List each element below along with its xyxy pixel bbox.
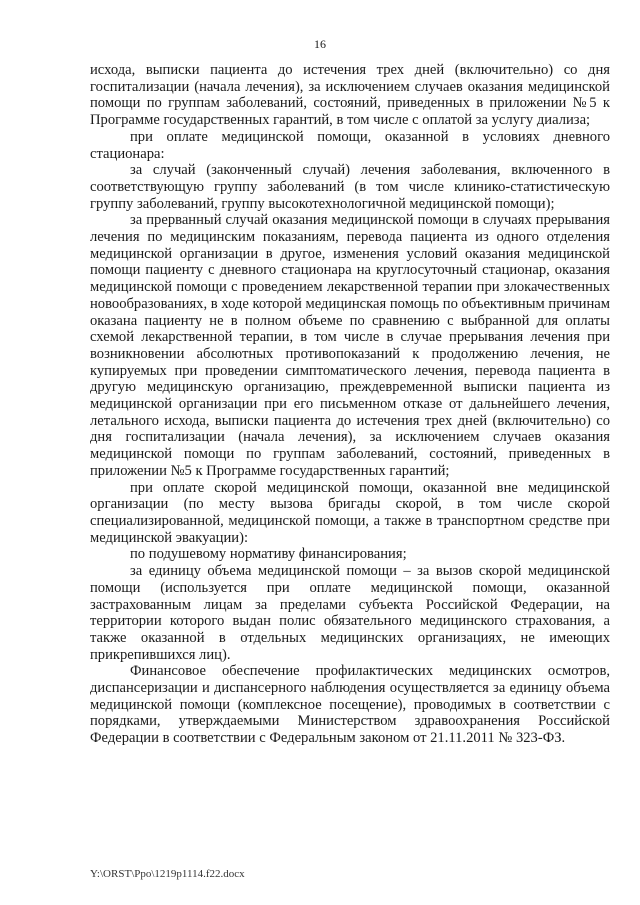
paragraph: по подушевому нормативу финансирования; [130, 546, 407, 563]
paragraph: за прерванный случай оказания медицинской помощи в случаях прерывания лечения по медицинским показаниям, перевода пациента из одного отделения медицинской организации в другое, изменения условий оказания медицинской помощи пациенту с дневного стационара на круглосуточный стационар, оказания медицинской помощи с проведением лекарственной терапии при злокачественных новообразованиях, в ходе которой медицинская помощь по объективным причинам оказана пациенту не в полном объеме по сравнению с выбранной для оплаты схемой лекарственной терапии, в том числе в случае прерывания лечения при возникновении абсолютных противопоказаний к продолжению лечения, не купируемых при проведении симптоматического лечения, перевода пациента в другую медицинскую организацию, преждевременной выписки пациента из медицинской организации при его письменном отказе от дальнейшего лечения, летального исхода, выписки пациента до истечения трех дней (включительно) со дня госпитализации (начала лечения), за исключением случаев оказания медицинской помощи по группам заболеваний, состояний, приведенных в приложении №5 к Программе государственных гарантий; [90, 212, 610, 479]
paragraph: Финансовое обеспечение профилактических медицинских осмотров, диспансеризации и диспансерного наблюдения осуществляется за единицу объема медицинской помощи (комплексное посещение), проводимых в соответствии с порядками, утверждаемыми Министерством здравоохранения Российской Федерации в соответствии с Федеральным законом от 21.11.2011 № 323-ФЗ. [90, 663, 610, 747]
paragraph: при оплате скорой медицинской помощи, оказанной вне медицинской организации (по месту вызова бригады скорой, в том числе скорой специализированной, медицинской помощи, а также в транспортном средстве при медицинской эвакуации): [90, 479, 610, 546]
paragraph: за единицу объема медицинской помощи – за вызов скорой медицинской помощи (используется при оплате медицинской помощи, оказанной застрахованным лицам за пределами субъекта Российской Федерации, на территории которого выдан полис обязательного медицинского страхования, а также оказанной в отдельных медицинских организациях, не имеющих прикрепившихся лиц). [90, 563, 610, 663]
body-text [90, 62, 610, 747]
paragraph: исхода, выписки пациента до истечения трех дней (включительно) со дня госпитализации (начала лечения), за исключением случаев оказания медицинской помощи по группам заболеваний, состояний, приведенных в приложении №5 к Программе государственных гарантий, в том числе с оплатой за услугу диализа; [90, 62, 610, 129]
page-number: 16 [314, 37, 326, 51]
paragraph: за случай (законченный случай) лечения заболевания, включенного в соответствующую группу заболеваний (в том числе клинико-статистическую группу заболеваний, группу высокотехнологичной медицинской помощи); [90, 162, 610, 212]
paragraph: при оплате медицинской помощи, оказанной в условиях дневного стационара: [90, 128, 610, 162]
footer-file-path: Y:\ORST\Ppo\1219p1114.f22.docx [90, 868, 245, 880]
